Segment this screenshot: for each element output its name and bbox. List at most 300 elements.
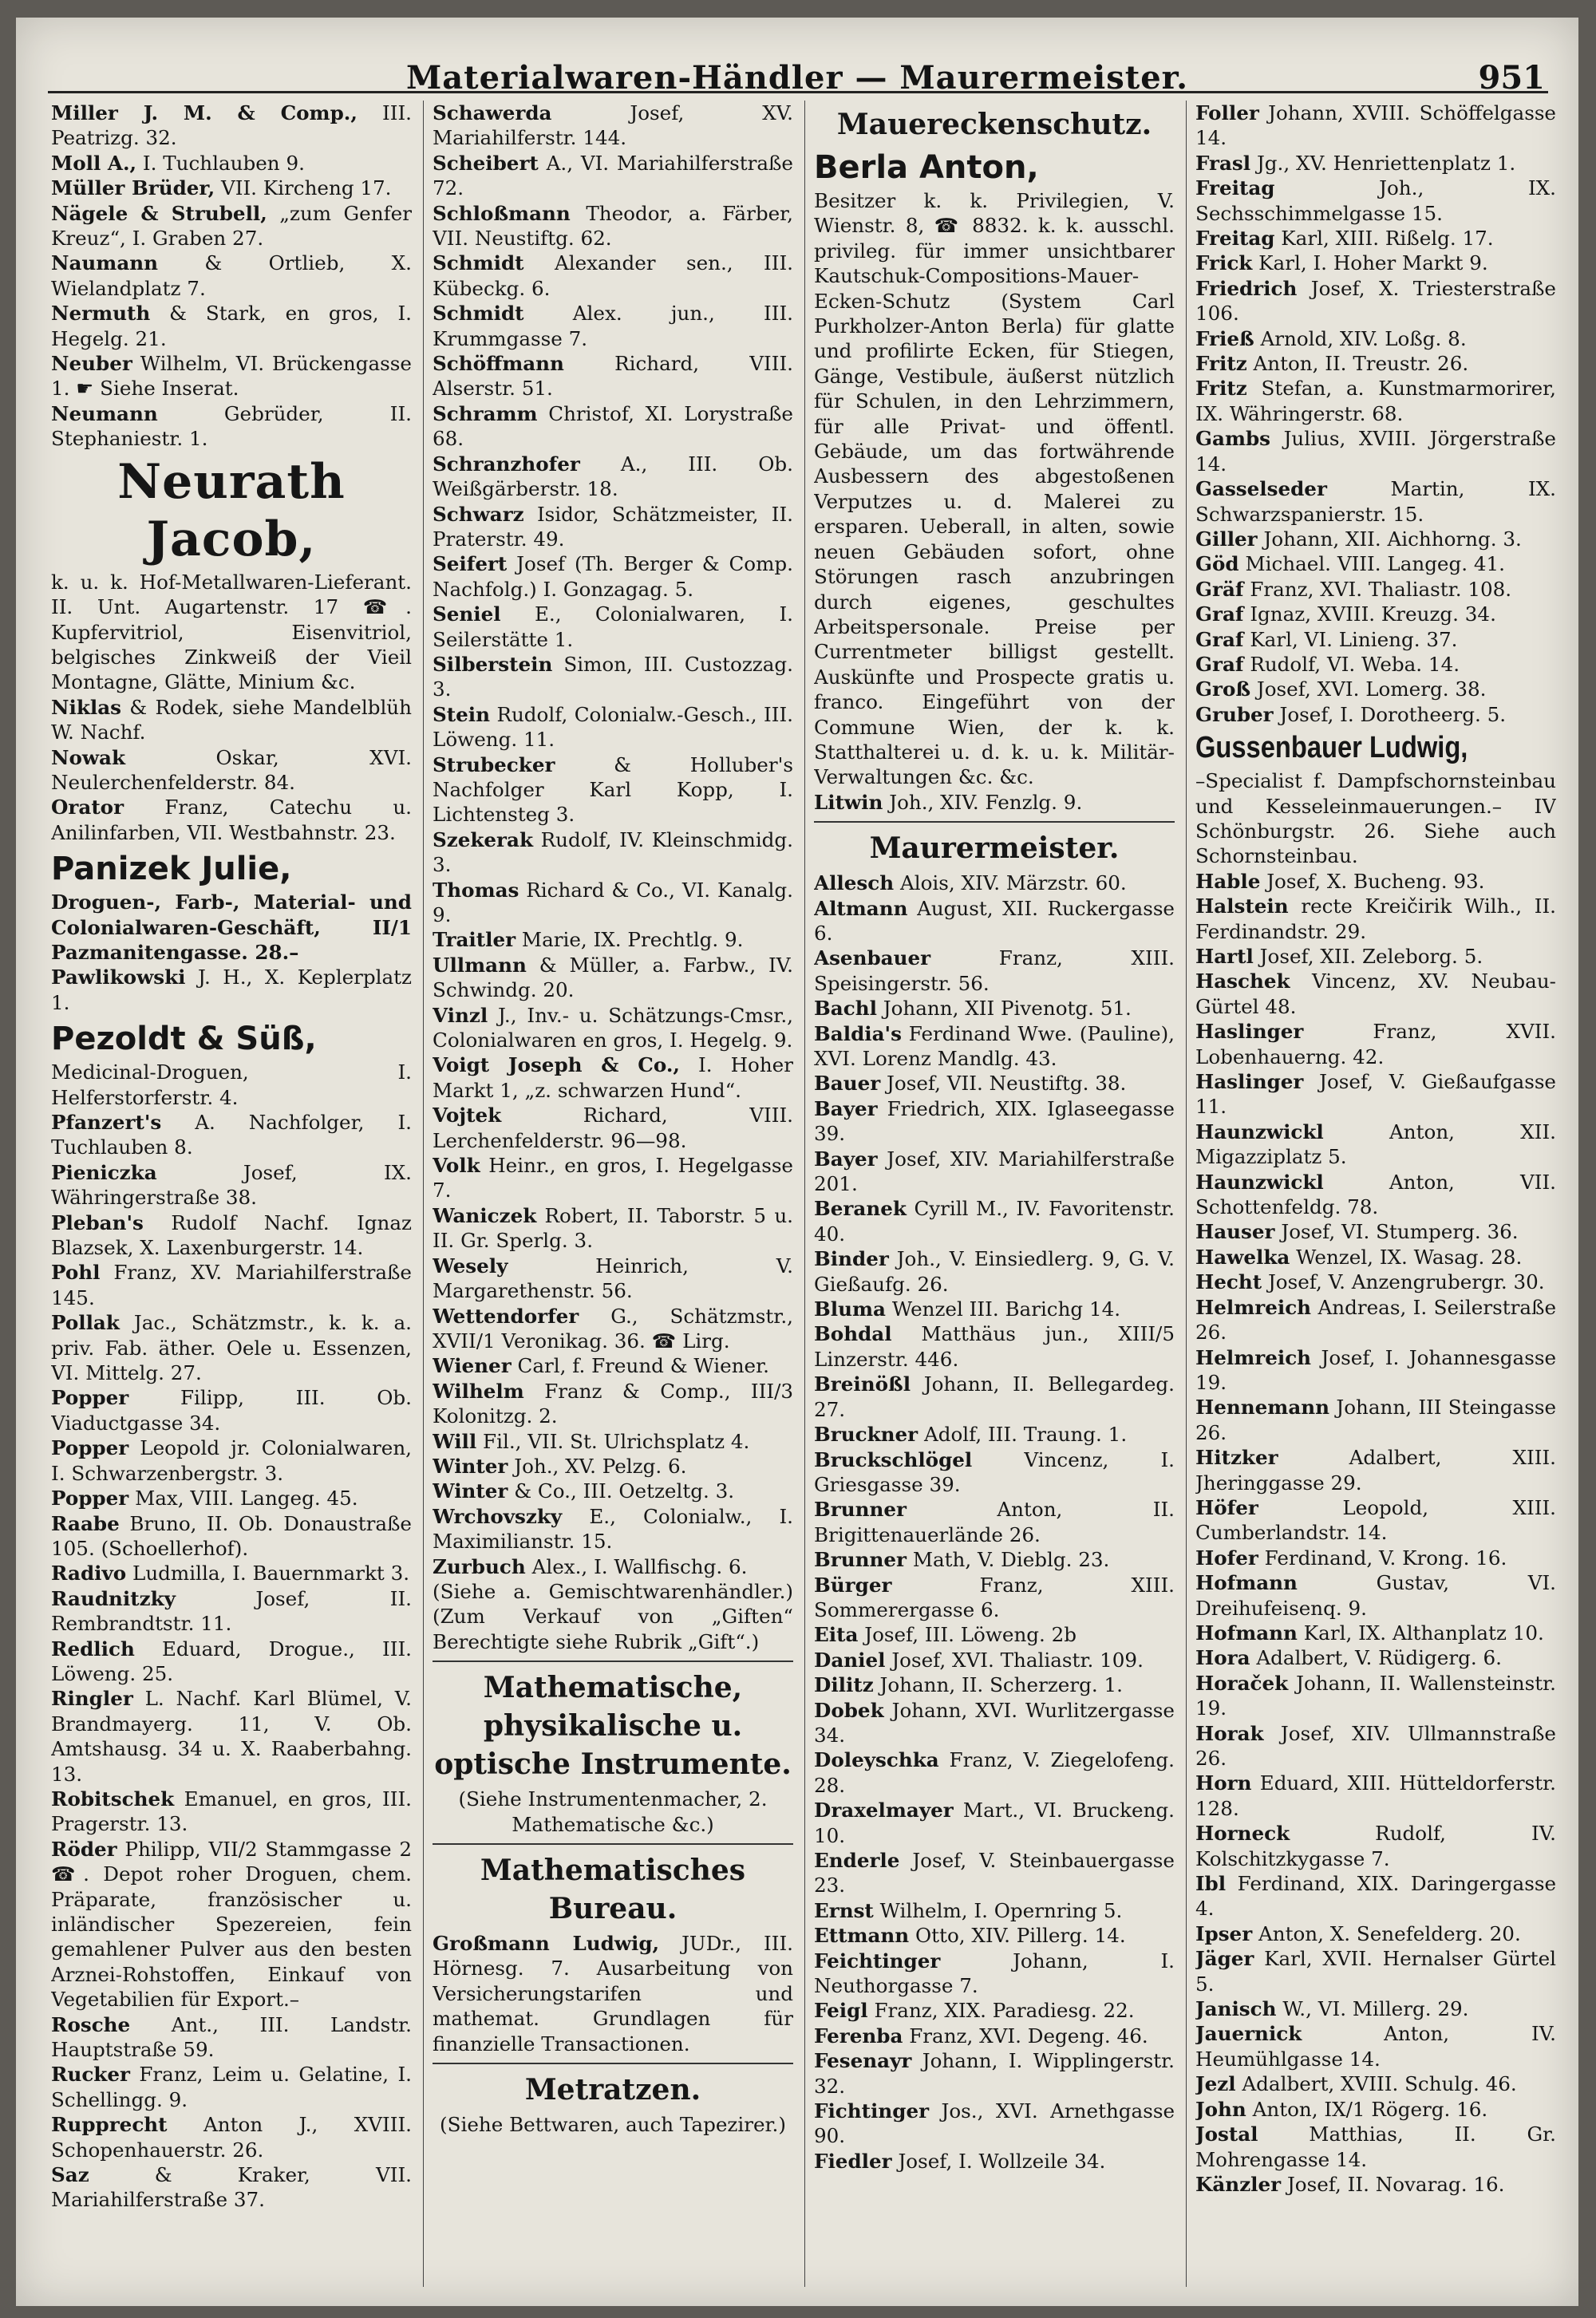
entry-details: Richard, VIII. Lerchenfelderstr. 96—98. <box>433 1104 793 1152</box>
entry-details: Josef, V. Steinbauergasse 23. <box>814 1849 1175 1897</box>
directory-entry <box>1195 527 1556 551</box>
entry-details: Joh., IX. Sechsschimmelgasse 15. <box>1195 176 1556 225</box>
entry-name: Schwarz <box>433 502 524 526</box>
directory-entry <box>433 878 793 928</box>
entry-details: Robert, II. Taborstr. 5 u. II. Gr. Sperlg. 3. <box>433 1203 793 1253</box>
entry-details: Franz, Catechu u. Anilinfarben, VII. Westbahnstr. 23. <box>51 796 412 844</box>
entry-details: Josef (Th. Berger & Comp. Nachfolg.) I. Gonzagag. 5. <box>433 552 793 601</box>
entry-name: Hable <box>1195 869 1261 893</box>
directory-entry <box>51 1837 412 2012</box>
directory-entry <box>1195 176 1556 226</box>
section-rule <box>814 821 1175 823</box>
entry-name: Helmreich <box>1195 1295 1312 1319</box>
entry-details: Vincenz, I. Griesgasse 39. <box>814 1447 1175 1496</box>
entry-details: Anton, II. Treustr. 26. <box>1253 352 1469 376</box>
directory-entry <box>814 1071 1175 1096</box>
entry-details: Math, V. Dieblg. 23. <box>912 1548 1110 1572</box>
directory-entry <box>1195 1996 1556 2021</box>
entry-name: Hennemann <box>1195 1396 1330 1420</box>
entry-name: Ipser <box>1195 1921 1253 1945</box>
directory-entry <box>433 551 793 602</box>
directory-entry <box>1195 1871 1556 1921</box>
entry-name: Bürger <box>814 1573 892 1597</box>
directory-entry <box>433 1479 793 1503</box>
entry-details: Wilhelm, VI. Brückengasse 1. ☛ Siehe Inserat. <box>51 352 412 401</box>
featured-name: Pezoldt & Süß, <box>51 1021 317 1058</box>
entry-details: Cyrill M., IV. Favoritenstr. 40. <box>814 1197 1175 1246</box>
directory-entry <box>1195 251 1556 275</box>
entry-name: Stein <box>433 702 490 726</box>
entry-name: Daniel <box>814 1648 886 1672</box>
entry-details: Oskar, XVI. Neulerchenfelderstr. 84. <box>51 745 412 794</box>
column-4 <box>1195 101 1556 2295</box>
entry-details: Josef, XII. Zeleborg. 5. <box>1259 945 1483 968</box>
entry-details: Karl, VI. Linieng. 37. <box>1250 627 1458 651</box>
entry-details: Anton, VII. Schottenfeldg. 78. <box>1195 1170 1556 1219</box>
entry-details: Ferdinand, V. Krong. 16. <box>1264 1546 1507 1570</box>
entry-details: Karl, I. Hoher Markt 9. <box>1258 251 1488 275</box>
directory-entry <box>814 790 1175 815</box>
entry-details: & Ortlieb, X. Wielandplatz 7. <box>51 251 412 300</box>
directory-entry <box>814 1622 1175 1647</box>
entry-details: E., Colonialw., I. Maximilianstr. 15. <box>433 1504 793 1554</box>
entry-details: Johann, III Steingasse 26. <box>1195 1396 1556 1444</box>
directory-entry <box>814 2048 1175 2099</box>
entry-name: Dilitz <box>814 1673 874 1697</box>
entry-details: Jac., Schätzmstr., k. k. a. priv. Fab. äther. Oele u. Essenzen, VI. Mittelg. 27. <box>51 1311 412 1385</box>
entry-details: Fil., VII. St. Ulrichsplatz 4. <box>483 1429 750 1453</box>
entry-details: Josef, IX. Währingerstraße 38. <box>51 1160 412 1210</box>
entry-details: Anton, IX/1 Rögerg. 16. <box>1252 2097 1488 2121</box>
directory-entry <box>433 1052 793 1103</box>
entry-description: (Siehe a. Gemischtwarenhändler.) (Zum Verkauf von „Giften“ Berechtigte siehe Rubrik „Gift“.) <box>433 1579 793 1653</box>
directory-entry <box>51 351 412 401</box>
directory-entry <box>814 1196 1175 1246</box>
section-heading: Maurermeister. <box>869 831 1120 866</box>
directory-entry <box>1195 351 1556 376</box>
directory-entry <box>814 1372 1175 1422</box>
entry-name: Wiener <box>433 1354 512 1378</box>
directory-entry <box>814 871 1175 895</box>
entry-name: Hartl <box>1195 945 1254 968</box>
featured-name: Gussenbauer Ludwig, <box>1195 731 1468 765</box>
entry-details: Friedrich, XIX. Iglaseegasse 39. <box>814 1096 1175 1146</box>
entry-name: Haunzwickl <box>1195 1170 1324 1194</box>
entry-details: Josef, III. Löweng. 2b <box>864 1623 1077 1647</box>
entry-details: Andreas, I. Seilerstraße 26. <box>1195 1295 1556 1345</box>
entry-name: Bayer <box>814 1096 878 1120</box>
directory-entry <box>433 301 793 351</box>
entry-details: I. Hoher Markt 1, „z. schwarzen Hund“. <box>433 1053 793 1102</box>
entry-details: Josef, V. Gießaufgasse 11. <box>1195 1070 1556 1119</box>
entry-name: Vinzl <box>433 1003 488 1027</box>
directory-entry <box>1195 1170 1556 1220</box>
directory-entry <box>814 2099 1175 2149</box>
directory-entry <box>1195 2122 1556 2172</box>
directory-entry <box>1195 2172 1556 2197</box>
entry-details: JUDr., III. Hörnesg. 7. Ausarbeitung von Versicherungstarifen und mathemat. Grundlagen für finanzielle Transactionen. <box>433 1932 793 2055</box>
directory-entry <box>814 1297 1175 1321</box>
entry-name: Känzler <box>1195 2172 1282 2196</box>
entry-details: A., VI. Mariahilferstraße 72. <box>433 151 793 200</box>
entry-details: Wenzel, IX. Wasag. 28. <box>1296 1245 1523 1269</box>
directory-entry <box>1195 1019 1556 1069</box>
directory-entry <box>433 1153 793 1203</box>
entry-name: Allesch <box>814 871 895 895</box>
entry-name: Volk <box>433 1154 480 1178</box>
entry-name: Saz <box>51 2163 89 2187</box>
entry-details: Heinrich, V. Margarethenstr. 56. <box>433 1254 793 1303</box>
entry-details: Johann, XVI. Wurlitzergasse 34. <box>814 1698 1175 1747</box>
entry-name: Nermuth <box>51 302 151 326</box>
entry-details: A., III. Ob. Weißgärberstr. 18. <box>433 452 793 501</box>
directory-entry <box>1195 376 1556 426</box>
entry-details: Josef, XIV. Ullmannstraße 26. <box>1195 1721 1556 1770</box>
entry-details: L. Nachf. Karl Blümel, V. Brandmayerg. 11, V. Ob. Amtshausg. 34 u. X. Raaberbahng. 13. <box>51 1687 412 1786</box>
entry-details: & Stark, en gros, I. Hegelg. 21. <box>51 302 412 350</box>
entry-name: Szekerak <box>433 827 533 851</box>
directory-entry <box>51 301 412 351</box>
directory-entry <box>51 1586 412 1637</box>
directory-entry <box>433 827 793 878</box>
entry-details: August, XII. Ruckergasse 6. <box>814 896 1175 945</box>
entry-name: Gräf <box>1195 577 1244 601</box>
entry-details: Anton, X. Senefelderg. 20. <box>1258 1921 1521 1945</box>
directory-entry <box>1195 1270 1556 1294</box>
directory-entry <box>1195 602 1556 626</box>
entry-details: Ignaz, XVIII. Kreuzg. 34. <box>1250 602 1496 626</box>
entry-details: recte Kreičirik Wilh., II. Ferdinandstr. 29. <box>1195 894 1556 943</box>
entry-name: Draxelmayer <box>814 1799 954 1822</box>
entry-name: Pollak <box>51 1311 120 1335</box>
entry-details: Gebrüder, II. Stephaniestr. 1. <box>51 401 412 451</box>
entry-details: & Müller, a. Farbw., IV. Schwindg. 20. <box>433 953 793 1002</box>
entry-details: Anton J., XVIII. Schopenhauerstr. 26. <box>51 2113 412 2162</box>
entry-name: Bayer <box>814 1147 878 1171</box>
page-number: 951 <box>1478 59 1545 97</box>
entry-name: Janisch <box>1195 1997 1277 2021</box>
entry-details: Josef, V. Anzengrubergr. 30. <box>1267 1270 1545 1294</box>
directory-entry <box>51 176 412 200</box>
directory-entry <box>814 1923 1175 1948</box>
entry-name: Rupprecht <box>51 2113 168 2137</box>
entry-name: Nägele & Strubell, <box>51 201 267 225</box>
directory-entry <box>814 1672 1175 1697</box>
entry-details: Theodor, a. Färber, VII. Neustiftg. 62. <box>433 201 793 251</box>
entry-details: & Rodek, siehe Mandelblüh W. Nachf. <box>51 695 412 744</box>
entry-details: Josef, II. Rembrandtstr. 11. <box>51 1586 412 1636</box>
directory-entry <box>1195 1219 1556 1244</box>
directory-entry <box>433 151 793 201</box>
directory-entry <box>433 452 793 502</box>
entry-name: Pawlikowski <box>51 966 186 989</box>
entry-details: Rudolf Nachf. Ignaz Blazsek, X. Laxenburgerstr. 14. <box>51 1210 412 1260</box>
directory-entry <box>814 1497 1175 1547</box>
entry-name: Rosche <box>51 2012 131 2036</box>
directory-entry <box>1195 2097 1556 2122</box>
entry-details: Franz, XIX. Paradiesg. 22. <box>874 1999 1135 2023</box>
entry-details: E., Colonialwaren, I. Seilerstätte 1. <box>433 602 793 651</box>
directory-entry <box>814 1949 1175 1999</box>
header-rule <box>48 91 1548 93</box>
directory-entry <box>1195 1395 1556 1445</box>
directory-entry <box>1195 1771 1556 1821</box>
entry-name: Frick <box>1195 251 1253 275</box>
directory-entry <box>1195 627 1556 652</box>
entry-name: Graf <box>1195 602 1244 626</box>
entry-details: Isidor, Schätzmeister, II. Praterstr. 49. <box>433 502 793 551</box>
directory-entry <box>1195 1645 1556 1670</box>
entry-details: Stefan, a. Kunstmarmorirer, IX. Währingerstr. 68. <box>1195 377 1556 425</box>
directory-entry <box>1195 1821 1556 1871</box>
entry-name: Hofmann <box>1195 1571 1298 1595</box>
entry-description: Besitzer k. k. Privilegien, V. Wienstr. 8, ☎ 8832. k. k. ausschl. privileg. für immer unsichtbarer Kautschuk-Compositions-Mauer-Ecken-Schutz (System Carl Purkholzer-Anton Berla) für glatte und profilirte Ecken, für Stiegen, Gänge, Vestibule, äußerst nützlich für Schulen, in den Lehrzimmern, für alle Privat- und öffentl. Gebäude, um das fortwährende Ausbessern des abgestoßenen Verputzes u. d. Malerei zu ersparen. Ueberall, in alten, sowie neuen Gebäuden sofort, ohne Störungen rasch anzubringen durch eigenes, geschultes Arbeitspersonale. Preise per Currentmeter billigst gestellt. Auskünfte und Prospecte gratis u. franco. Eingeführt von der Commune Wien, der k. k. Statthalterei u. d. k. u. k. Militär-Verwaltungen &c. &c. <box>814 189 1175 789</box>
directory-entry <box>51 2012 412 2063</box>
entry-name: Redlich <box>51 1637 135 1661</box>
entry-name: Haunzwickl <box>1195 1120 1324 1143</box>
entry-details: Franz, XVI. Degeng. 46. <box>909 2024 1148 2048</box>
entry-name: Halstein <box>1195 894 1289 918</box>
directory-entry <box>51 1637 412 1687</box>
entry-name: Winter <box>433 1479 508 1503</box>
entry-name: Traitler <box>433 928 516 952</box>
entry-name: Enderle <box>814 1849 900 1872</box>
directory-entry <box>814 1698 1175 1748</box>
entry-name: Freitag <box>1195 227 1275 251</box>
entry-details: Johann, XII. Aichhorng. 3. <box>1263 527 1522 551</box>
directory-entry <box>814 896 1175 946</box>
directory-entry <box>1195 1445 1556 1495</box>
directory-entry <box>1195 226 1556 251</box>
entry-name: Röder <box>51 1837 117 1861</box>
entry-details: Anton, II. Brigittenauerlände 26. <box>814 1498 1175 1546</box>
entry-name: Radivo <box>51 1562 127 1585</box>
entry-name: Bachl <box>814 997 877 1021</box>
directory-entry <box>51 1486 412 1510</box>
entry-details: Franz, XVI. Thaliastr. 108. <box>1250 577 1512 601</box>
entry-name: Robitschek <box>51 1787 175 1811</box>
running-head: Materialwaren-Händler — Maurermeister. <box>405 59 1188 97</box>
directory-entry <box>814 1147 1175 1197</box>
directory-entry <box>51 1260 412 1310</box>
directory-entry <box>433 953 793 1003</box>
entry-name: Müller Brüder, <box>51 176 215 200</box>
directory-entry <box>1195 1495 1556 1546</box>
column-2 <box>433 101 793 2295</box>
entry-name: Pleban's <box>51 1210 144 1234</box>
section-rule <box>433 1661 793 1662</box>
directory-entry <box>51 1686 412 1787</box>
entry-details: Filipp, III. Ob. Viaductgasse 34. <box>51 1386 412 1435</box>
entry-details: Adolf, III. Traung. 1. <box>923 1423 1128 1447</box>
entry-name: Strubecker <box>433 752 555 776</box>
entry-details: Julius, XVIII. Jörgerstraße 14. <box>1195 427 1556 476</box>
entry-details: Franz, XVII. Lobenhauerng. 42. <box>1195 1020 1556 1068</box>
entry-details: Josef, XVI. Lomerg. 38. <box>1256 677 1487 701</box>
entry-description: (Siehe Bettwaren, auch Tapezirer.) <box>440 2113 786 2137</box>
entry-name: Schmidt <box>433 302 524 326</box>
entry-details: Adalbert, XVIII. Schulg. 46. <box>1242 2072 1517 2096</box>
entry-details: Johann, II. Wallensteinstr. 19. <box>1195 1671 1556 1720</box>
entry-name: Rucker <box>51 2063 130 2087</box>
entry-name: Binder <box>814 1247 889 1271</box>
entry-name: Fritz <box>1195 352 1247 376</box>
entry-name: Fichtinger <box>814 2099 930 2123</box>
entry-name: Hofmann <box>1195 1621 1298 1645</box>
directory-entry <box>1195 151 1556 176</box>
directory-entry <box>433 1504 793 1554</box>
directory-entry <box>433 1554 793 1579</box>
directory-entry <box>1195 1295 1556 1345</box>
directory-entry <box>814 2149 1175 2174</box>
entry-name: Bluma <box>814 1297 886 1321</box>
entry-details: Franz, XIII. Sommerergasse 6. <box>814 1573 1175 1621</box>
entry-name: Bruckner <box>814 1423 918 1447</box>
directory-page <box>16 18 1578 2306</box>
directory-entry <box>814 1648 1175 1672</box>
directory-entry <box>1195 1245 1556 1270</box>
directory-entry <box>1195 426 1556 476</box>
entry-name: Gasselseder <box>1195 477 1327 501</box>
entry-details: Christof, XI. Lorystraße 68. <box>433 401 793 451</box>
entry-description: k. u. k. Hof-Metallwaren-Lieferant. II. Unt. Augartenstr. 17 ☎. Kupfervitriol, Eisenvitriol, belgisches Zinkweiß der Vieil Montagne, Glätte, Minium &c. <box>51 570 412 694</box>
directory-entry <box>51 2112 412 2162</box>
entry-details: J. H., X. Keplerplatz 1. <box>51 966 412 1014</box>
directory-entry <box>814 1747 1175 1798</box>
entry-name: Wilhelm <box>433 1379 524 1403</box>
entry-details: Johann, II. Scherzerg. 1. <box>879 1673 1123 1697</box>
directory-entry <box>51 101 412 151</box>
entry-name: Schawerda <box>433 101 552 124</box>
entry-name: Beranek <box>814 1197 907 1221</box>
entry-description: –Specialist f. Dampfschornsteinbau und Kesseleinmauerungen.– IV Schönburgstr. 26. Siehe auch Schornsteinbau. <box>1195 769 1556 868</box>
directory-entry <box>814 1321 1175 1372</box>
entry-name: Niklas <box>51 695 121 719</box>
directory-entry <box>814 1798 1175 1848</box>
entry-details: A. Nachfolger, I. Tuchlauben 8. <box>51 1111 412 1159</box>
directory-entry <box>814 1021 1175 1072</box>
directory-entry <box>433 702 793 752</box>
entry-details: Simon, III. Custozzag. 3. <box>433 652 793 701</box>
directory-entry <box>814 1246 1175 1297</box>
entry-details: Johann, I. Wipplingerstr. 32. <box>814 2049 1175 2098</box>
directory-entry <box>814 996 1175 1021</box>
directory-entry <box>433 502 793 552</box>
column-1 <box>51 101 412 2295</box>
entry-details: Franz, Leim u. Gelatine, I. Schellingg. 9. <box>51 2063 412 2111</box>
directory-entry <box>1195 551 1556 576</box>
entry-details: Franz & Comp., III/3 Kolonitzg. 2. <box>433 1379 793 1428</box>
section-rule <box>433 1843 793 1845</box>
entry-name: Jezl <box>1195 2072 1236 2096</box>
directory-entry <box>1195 1671 1556 1721</box>
directory-entry <box>433 652 793 702</box>
directory-entry <box>433 1003 793 1053</box>
entry-name: Schöffmann <box>433 352 564 376</box>
directory-entry <box>814 1573 1175 1623</box>
directory-entry <box>51 965 412 1015</box>
entry-name: Haslinger <box>1195 1070 1304 1094</box>
entry-details: Josef, XIV. Mariahilferstraße 201. <box>814 1147 1175 1196</box>
entry-details: Rudolf, IV. Kleinschmidg. 3. <box>433 827 793 877</box>
directory-entry <box>1195 944 1556 969</box>
directory-entry <box>51 1787 412 1837</box>
directory-entry <box>814 1898 1175 1923</box>
directory-entry <box>51 1511 412 1562</box>
featured-name: Neurath Jacob, <box>117 453 346 567</box>
section-heading: Mauereckenschutz. <box>836 108 1152 141</box>
entry-details: Leopold, XIII. Cumberlandstr. 14. <box>1195 1495 1556 1545</box>
entry-name: Hauser <box>1195 1220 1275 1244</box>
entry-details: Michael. VIII. Langeg. 41. <box>1245 552 1505 576</box>
directory-entry <box>1195 276 1556 326</box>
entry-name: Zurbuch <box>433 1554 526 1578</box>
entry-name: Höfer <box>1195 1495 1258 1519</box>
entry-name: Freitag <box>1195 176 1275 200</box>
entry-name: Pfanzert's <box>51 1111 162 1134</box>
directory-entry <box>51 1561 412 1585</box>
entry-name: Ernst <box>814 1898 874 1922</box>
directory-entry <box>51 695 412 745</box>
entry-name: Will <box>433 1429 477 1453</box>
directory-entry <box>1195 702 1556 727</box>
entry-details: Alexander sen., III. Kübeckg. 6. <box>433 251 793 300</box>
entry-name: Altmann <box>814 896 908 920</box>
directory-entry <box>814 1447 1175 1498</box>
entry-name: Nowak <box>51 745 126 769</box>
entry-details: Matthäus jun., XIII/5 Linzerstr. 446. <box>814 1322 1175 1371</box>
entry-name: Ullmann <box>433 953 527 977</box>
directory-entry <box>433 351 793 401</box>
directory-entry <box>1195 101 1556 151</box>
directory-entry <box>51 795 412 845</box>
directory-entry <box>51 1160 412 1210</box>
entry-details: Karl, XIII. Rißelg. 17. <box>1281 227 1494 251</box>
entry-details: Martin, IX. Schwarzspanierstr. 15. <box>1195 477 1556 526</box>
entry-name: Hitzker <box>1195 1446 1278 1470</box>
entry-details: Eduard, XIII. Hütteldorferstr. 128. <box>1195 1771 1556 1820</box>
entry-details: Ferdinand Wwe. (Pauline), XVI. Lorenz Mandlg. 43. <box>814 1021 1175 1070</box>
entry-details: Josef, I. Johannesgasse 19. <box>1195 1345 1556 1394</box>
entry-name: Raudnitzky <box>51 1586 176 1610</box>
entry-details: Joh., XIV. Fenzlg. 9. <box>889 790 1083 814</box>
entry-name: Wrchovszky <box>433 1504 563 1528</box>
entry-name: Hora <box>1195 1646 1250 1670</box>
directory-entry <box>814 1096 1175 1147</box>
entry-name: Moll A., <box>51 151 137 175</box>
directory-entry <box>433 1429 793 1454</box>
entry-name: Waniczek <box>433 1203 537 1227</box>
directory-entry <box>433 101 793 151</box>
entry-details: Wilhelm, I. Opernring 5. <box>879 1898 1123 1922</box>
entry-details: Wenzel III. Barichg 14. <box>891 1297 1121 1321</box>
entry-name: Doleyschka <box>814 1748 939 1772</box>
entry-name: Bohdal <box>814 1322 892 1346</box>
directory-entry <box>1195 894 1556 944</box>
entry-name: Brunner <box>814 1498 907 1522</box>
entry-details: Johann, XII Pivenotg. 51. <box>883 997 1132 1021</box>
entry-name: Pohl <box>51 1261 101 1285</box>
entry-name: Wesely <box>433 1254 508 1277</box>
entry-details: Josef, I. Wollzeile 34. <box>898 2149 1106 2173</box>
entry-details: Alois, XIV. Märzstr. 60. <box>899 871 1127 895</box>
directory-entry <box>433 1454 793 1479</box>
entry-details: Josef, XVI. Thaliastr. 109. <box>891 1648 1144 1672</box>
directory-entry <box>1195 2021 1556 2071</box>
entry-name: Thomas <box>433 878 519 902</box>
entry-details: Arnold, XIV. Loßg. 8. <box>1260 326 1467 350</box>
entry-name: Hecht <box>1195 1270 1262 1294</box>
